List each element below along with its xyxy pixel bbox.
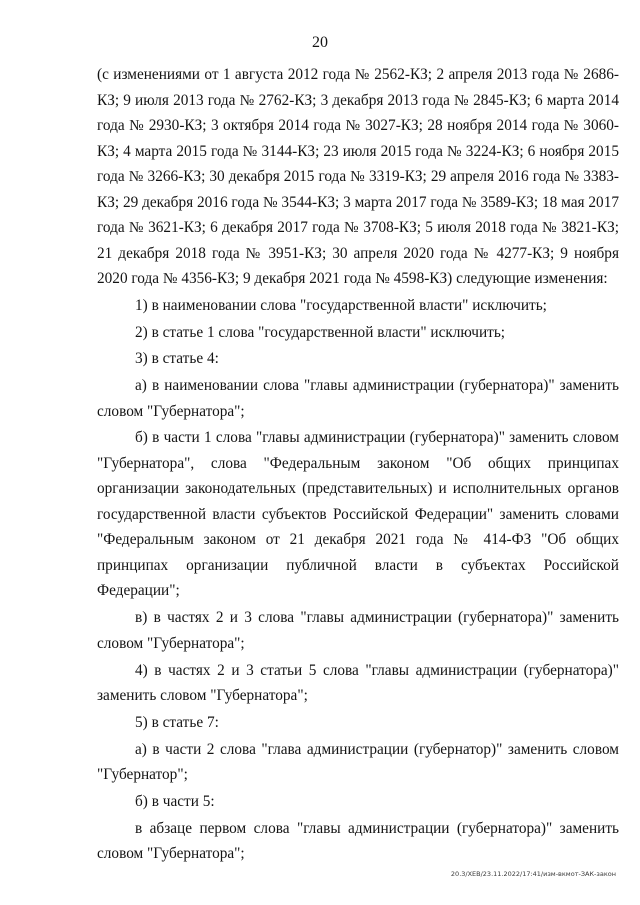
paragraph-item-4: 4) в частях 2 и 3 статьи 5 слова "главы администрации (губернатора)" заменить словом "Губернатора"; [97, 661, 619, 705]
paragraph-item-2: 2) в статье 1 слова "государственной власти" исключить; [135, 323, 506, 341]
paragraph-item-5b-first-abzac: в абзаце первом слова "главы администрации (губернатора)" заменить словом "Губернатора"; [97, 819, 619, 863]
paragraph-amendments-list: (с изменениями от 1 августа 2012 года № 2562-КЗ; 2 апреля 2013 года № 2686-КЗ; 9 июля 2013 года № 2762-КЗ; 3 декабря 2013 года № 2845-КЗ; 6 марта 2014 года № 2930-КЗ; 3 октября 2014 года № 3027-КЗ; 28 ноября 2014 года № 3060-КЗ; 4 марта 2015 года № 3144-КЗ; 23 июля 2015 года № 3224-КЗ; 6 ноября 2015 года № 3266-КЗ; 30 декабря 2015 года № 3319-КЗ; 29 апреля 2016 года № 3383-КЗ; 29 декабря 2016 года № 3544-КЗ; 3 марта 2017 года № 3589-КЗ; 18 мая 2017 года № 3621-КЗ; 6 декабря 2017 года № 3708-КЗ; 5 июля 2018 года № 3821-КЗ; 21 декабря 2018 года № 3951-КЗ; 30 апреля 2020 года № 4277-КЗ; 9 ноября 2020 года № 4356-КЗ; 9 декабря 2021 года № 4598-КЗ) следующие изменения: [97, 66, 619, 287]
paragraph-item-1: 1) в наименовании слова "государственной власти" исключить; [135, 296, 547, 314]
paragraph-item-3b: б) в части 1 слова "главы администрации (губернатора)" заменить словом "Губернатора", слова "Федеральным законом "Об общих принципах организации законодательных (представительных) и исполнительных органов государственной власти субъектов Российской Федерации" заменить словами "Федеральным законом от 21 декабря 2021 года № 414-ФЗ "Об общих принципах организации публичной власти в субъектах Российской Федерации"; [97, 429, 619, 600]
paragraph-item-3: 3) в статье 4: [135, 350, 219, 368]
paragraph-item-5: 5) в статье 7: [135, 713, 219, 731]
footer-document-code: 20.3/ХЕВ/23.11.2022/17:41/изм-вкмот-ЗАК-закон [450, 870, 616, 878]
page-number: 20 [312, 34, 328, 51]
paragraph-item-5b: б) в части 5: [135, 792, 215, 810]
document-body [97, 62, 619, 868]
paragraph-item-3a: а) в наименовании слова "главы администрации (губернатора)" заменить словом "Губернатора"; [97, 377, 619, 420]
paragraph-item-5a: а) в части 2 слова "глава администрации (губернатор)" заменить словом "Губернатор"; [97, 740, 619, 784]
paragraph-item-3v: в) в частях 2 и 3 слова "главы администрации (губернатора)" заменить словом "Губернатора"; [97, 609, 619, 652]
